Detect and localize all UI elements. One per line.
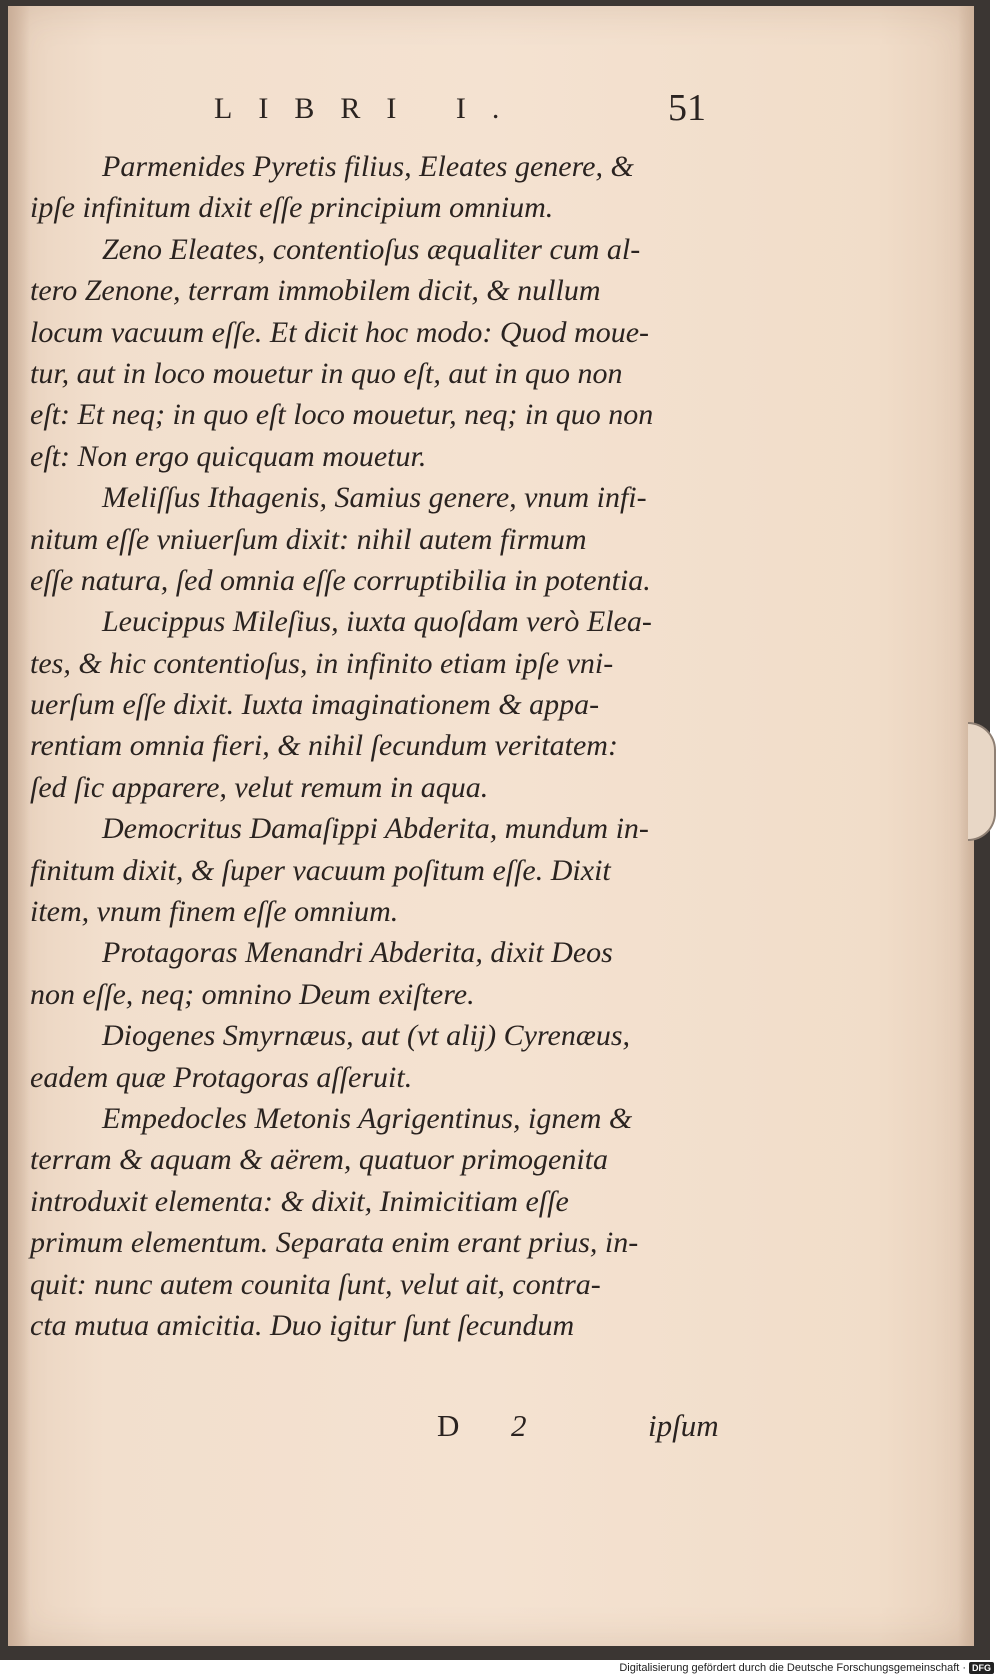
- text-line: finitum dixit, & ſuper vacuum poſitum eſſe. Dixit: [30, 853, 611, 887]
- text-line: Leucippus Mileſius, iuxta quoſdam verò Elea-: [102, 605, 652, 639]
- text-line: tes, & hic contentioſus, in infinito etiam ipſe vni-: [30, 646, 614, 680]
- text-line: rentiam omnia fieri, & nihil ſecundum veritatem:: [30, 729, 618, 763]
- text-line: uerſum eſſe dixit. Iuxta imaginationem & appa-: [30, 688, 600, 722]
- text-line: eſt: Et neq; in quo eſt loco mouetur, neq; in quo non: [30, 398, 654, 432]
- signature-letter: D: [437, 1408, 460, 1443]
- text-line: Zeno Eleates, contentioſus æqualiter cum al-: [102, 232, 641, 266]
- text-line: Democritus Damaſippi Abderita, mundum in-: [102, 812, 649, 846]
- text-line: eſt: Non ergo quicquam mouetur.: [30, 439, 427, 473]
- signature-number: 2: [511, 1408, 527, 1443]
- dfg-logo: DFG: [969, 1662, 994, 1674]
- text-line: nitum eſſe vniuerſum dixit: nihil autem firmum: [30, 522, 587, 556]
- text-line: tur, aut in loco mouetur in quo eſt, aut in quo non: [30, 356, 623, 390]
- text-line: item, vnum finem eſſe omnium.: [30, 895, 399, 929]
- text-line: ſed ſic apparere, velut remum in aqua.: [30, 770, 489, 804]
- text-line: locum vacuum eſſe. Et dicit hoc modo: Quod moue-: [30, 315, 649, 349]
- text-line: primum elementum. Separata enim erant prius, in-: [30, 1226, 639, 1260]
- text-line: Empedocles Metonis Agrigentinus, ignem &: [102, 1101, 633, 1135]
- text-line: non eſſe, neq; omnino Deum exiſtere.: [30, 977, 475, 1011]
- text-line: quit: nunc autem counita ſunt, velut ait, contra-: [30, 1267, 601, 1301]
- page-tab-marker: [968, 722, 996, 841]
- credit-text: Digitalisierung gefördert durch die Deutsche Forschungsgemeinschaft: [619, 1662, 960, 1674]
- text-line: terram & aquam & aërem, quatuor primogenita: [30, 1143, 609, 1177]
- text-line: Diogenes Smyrnæus, aut (vt alij) Cyrenæus,: [102, 1019, 631, 1053]
- text-line: Parmenides Pyretis filius, Eleates genere, &: [102, 150, 634, 183]
- text-line: ipſe infinitum dixit eſſe principium omnium.: [30, 191, 554, 225]
- text-line: eadem quæ Protagoras aſſeruit.: [30, 1060, 413, 1094]
- text-line: Meliſſus Ithagenis, Samius genere, vnum infi-: [102, 481, 647, 515]
- signature-line: [8, 1408, 974, 1452]
- catchword: ipſum: [648, 1408, 719, 1443]
- running-head-title: LIBRI I.: [214, 92, 526, 125]
- book-page: [8, 6, 974, 1646]
- text-line: Protagoras Menandri Abderita, dixit Deos: [102, 936, 613, 970]
- page-gutter: [8, 6, 30, 1646]
- digitization-credit: Digitalisierung gefördert durch die Deutsche Forschungsgemeinschaft · DFG: [619, 1660, 994, 1676]
- text-line: tero Zenone, terram immobilem dicit, & nullum: [30, 274, 601, 308]
- main-text: [30, 146, 760, 1346]
- page-number: 51: [668, 87, 706, 129]
- text-line: introduxit elementa: & dixit, Inimicitiam eſſe: [30, 1184, 569, 1218]
- text-line: cta mutua amicitia. Duo igitur ſunt ſecundum: [30, 1308, 575, 1342]
- running-head: [8, 86, 974, 136]
- text-line: eſſe natura, ſed omnia eſſe corruptibilia in potentia.: [30, 563, 651, 597]
